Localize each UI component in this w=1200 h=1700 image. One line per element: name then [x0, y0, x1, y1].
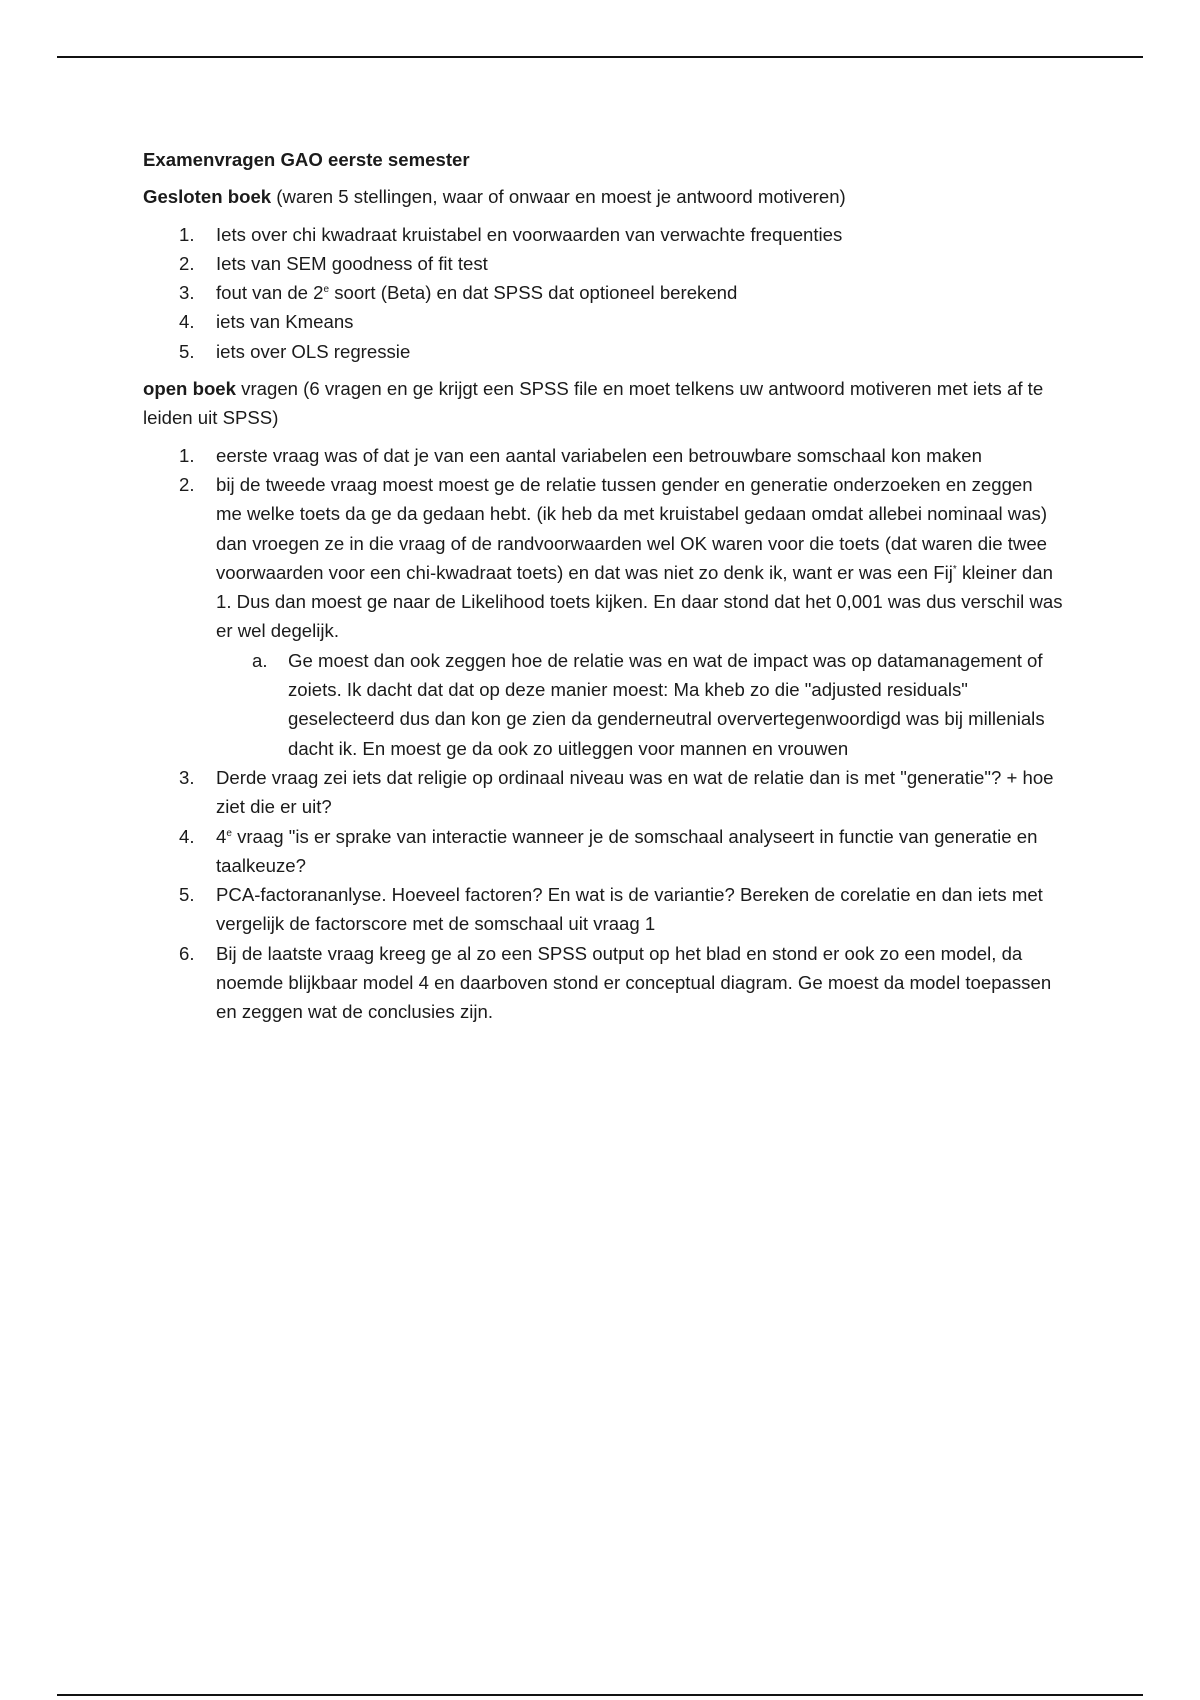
list-item [143, 307, 1063, 336]
list-item [143, 249, 1063, 278]
item-text: eerste vraag was of dat je van een aantal variabelen een betrouwbare somschaal kon maken [216, 444, 982, 466]
item-text-part: 4 [216, 825, 227, 847]
item-number: 1. [179, 223, 195, 245]
item-text: iets van Kmeans [216, 311, 354, 333]
item-text: Derde vraag zei iets dat religie op ordinaal niveau was en wat de relatie dan is met "generatie"? + hoe ziet die er uit? [216, 766, 1054, 818]
item-number: 4. [179, 825, 195, 847]
item-number: 5. [179, 340, 195, 362]
list-item [143, 939, 1063, 1027]
superscript: * [952, 563, 957, 575]
list-item [143, 441, 1063, 470]
item-number: 2. [179, 252, 195, 274]
item-text: iets over OLS regressie [216, 340, 411, 362]
item-number: 1. [179, 444, 195, 466]
list-item [143, 470, 1063, 763]
superscript: e [226, 827, 232, 839]
item-text-part: vraag "is er sprake van interactie wanneer je de somschaal analyseert in functie van generatie en taalkeuze? [216, 825, 1038, 876]
item-text-part: fout van de 2 [216, 282, 324, 304]
item-text [216, 474, 1063, 641]
item-number: 3. [179, 282, 195, 304]
sub-item-letter: a. [252, 649, 268, 671]
closed-book-list [143, 220, 1063, 366]
document-body [143, 145, 1063, 1035]
item-text [216, 282, 737, 303]
list-item [143, 880, 1063, 939]
list-item [143, 278, 1063, 307]
closed-book-intro-text: (waren 5 stellingen, waar of onwaar en moest je antwoord motiveren) [271, 186, 846, 208]
list-item [143, 763, 1063, 822]
item-number: 4. [179, 311, 195, 333]
item-number: 6. [179, 942, 195, 964]
open-book-list [143, 441, 1063, 1027]
header-rule [57, 56, 1143, 58]
open-book-intro-text: vragen (6 vragen en ge krijgt een SPSS file en moet telkens uw antwoord motiveren met iets af te leiden uit SPSS) [143, 378, 1044, 429]
item-text: Iets over chi kwadraat kruistabel en voorwaarden van verwachte frequenties [216, 223, 843, 245]
item-text: Bij de laatste vraag kreeg ge al zo een SPSS output op het blad en stond er ook zo een model, da noemde blijkbaar model 4 en daarboven stond er conceptual diagram. Ge moest da model toepassen en zeggen wat de conclusies zijn. [216, 942, 1052, 1023]
item-number: 3. [179, 766, 195, 788]
open-book-intro [143, 374, 1063, 433]
item-number: 5. [179, 884, 195, 906]
superscript: e [323, 284, 330, 295]
item-text: Iets van SEM goodness of fit test [216, 252, 488, 274]
list-item [143, 337, 1063, 366]
sub-list [216, 646, 1063, 763]
open-book-heading: open boek [143, 378, 236, 400]
item-text-part: kleiner dan 1. Dus dan moest ge naar de Likelihood toets kijken. En daar stond dat het 0,001 was dus verschil was er wel degelijk. [216, 561, 1063, 642]
closed-book-intro [143, 182, 1063, 211]
item-text [216, 826, 1037, 876]
page-title: Examenvragen GAO eerste semester [143, 149, 470, 170]
sub-item-text: Ge moest dan ook zeggen hoe de relatie was en wat de impact was op datamanagement of zoiets. Ik dacht dat dat op deze manier moest: Ma kheb zo die "adjusted residuals" geselecteerd dus dan kon ge zien da genderneutral oververtegenwoordigd was bij millenials dacht ik. En moest ge da ook zo uitleggen voor mannen en vrouwen [288, 649, 1045, 759]
footer-rule [57, 1694, 1143, 1696]
sub-list-item [216, 646, 1063, 763]
closed-book-heading: Gesloten boek [143, 186, 272, 208]
list-item [143, 220, 1063, 249]
item-text: PCA-factorananlyse. Hoeveel factoren? En wat is de variantie? Bereken de corelatie en dan iets met vergelijk de factorscore met de somschaal uit vraag 1 [216, 884, 1043, 935]
item-text-part: soort (Beta) en dat SPSS dat optioneel berekend [329, 282, 738, 304]
item-text-part: bij de tweede vraag moest moest ge de relatie tussen gender en generatie onderzoeken en zeggen me welke toets da ge da gedaan hebt. (ik heb da met kruistabel gedaan omdat allebei nominaal was) dan vroegen ze in die vraag of de randvoorwaarden wel OK waren voor die toets (dat waren die twee voorwaarden voor een chi-kwadraat toets) en dat was niet zo denk ik, want er was een Fij [216, 473, 1048, 583]
item-number: 2. [179, 473, 195, 495]
list-item [143, 822, 1063, 881]
